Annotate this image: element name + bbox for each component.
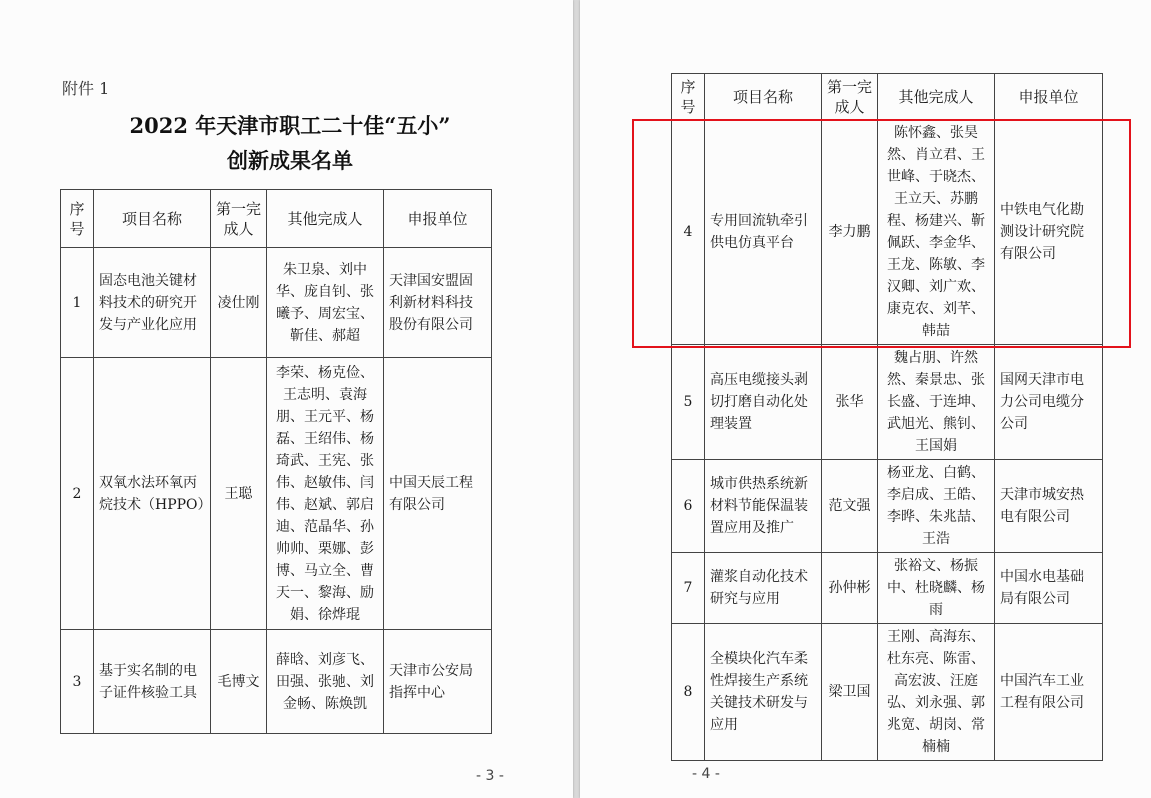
awards-table-left [60, 189, 492, 734]
header-project: 项目名称 [94, 190, 211, 248]
row-leader: 张华 [822, 345, 878, 460]
table-row [61, 630, 492, 734]
row-others: 魏占朋、许然然、秦景忠、张长盛、于连坤、武旭光、熊钊、王国娟 [878, 345, 995, 460]
table-row [61, 358, 492, 630]
row-leader: 李力鹏 [822, 120, 878, 345]
row-project: 高压电缆接头剥切打磨自动化处理装置 [705, 345, 822, 460]
row-leader: 凌仕刚 [211, 248, 267, 358]
row-leader: 毛博文 [211, 630, 267, 734]
row-project: 基于实名制的电子证件核验工具 [94, 630, 211, 734]
row-others: 李荣、杨克俭、王志明、袁海朋、王元平、杨磊、王绍伟、杨琦武、王宪、张伟、赵敏伟、闫伟、赵斌、郭启迪、范晶华、孙帅帅、栗娜、彭博、马立全、曹天一、黎海、励娟、徐烨琨 [267, 358, 384, 630]
row-others: 陈怀鑫、张昊然、肖立君、王世峰、于晓杰、王立天、苏鹏程、杨建兴、靳佩跃、李金华、王龙、陈敏、李汉卿、刘广欢、康克农、刘芊、韩喆 [878, 120, 995, 345]
row-project: 城市供热系统新材料节能保温装置应用及推广 [705, 460, 822, 553]
row-others: 王刚、高海东、杜东亮、陈雷、高宏波、汪庭弘、刘永强、郭兆宽、胡岗、常楠楠 [878, 624, 995, 761]
row-unit: 天津市城安热电有限公司 [995, 460, 1103, 553]
row-unit: 天津市公安局指挥中心 [384, 630, 492, 734]
row-unit: 中铁电气化勘测设计研究院有限公司 [995, 120, 1103, 345]
header-leader: 第一完成人 [211, 190, 267, 248]
page-number-right: - 4 - [692, 766, 720, 782]
annex-label: 附件 1 [62, 79, 110, 98]
row-no: 1 [61, 248, 94, 358]
table-row [672, 553, 1103, 624]
header-unit: 申报单位 [384, 190, 492, 248]
table-row [672, 624, 1103, 761]
row-no: 2 [61, 358, 94, 630]
document-title-line2: 创新成果名单 [227, 148, 353, 173]
row-others: 薛晗、刘彦飞、田强、张驰、刘金畅、陈焕凯 [267, 630, 384, 734]
row-unit: 天津国安盟固利新材料科技股份有限公司 [384, 248, 492, 358]
header-others: 其他完成人 [878, 74, 995, 120]
row-project: 灌浆自动化技术研究与应用 [705, 553, 822, 624]
document-title-line1: 2022 年天津市职工二十佳“五小” [129, 113, 451, 138]
row-no: 7 [672, 553, 705, 624]
row-project: 固态电池关键材料技术的研究开发与产业化应用 [94, 248, 211, 358]
row-unit: 中国天辰工程有限公司 [384, 358, 492, 630]
awards-table-right [671, 73, 1103, 761]
row-others: 朱卫泉、刘中华、庞自钊、张曦予、周宏宝、靳佳、郝超 [267, 248, 384, 358]
row-project: 双氧水法环氧丙烷技术（HPPO） [94, 358, 211, 630]
row-no: 6 [672, 460, 705, 553]
table-row [61, 248, 492, 358]
document-page-right [580, 0, 1151, 798]
header-no: 序号 [672, 74, 705, 120]
table-header-row [672, 74, 1103, 120]
row-no: 8 [672, 624, 705, 761]
row-unit: 国网天津市电力公司电缆分公司 [995, 345, 1103, 460]
row-others: 杨亚龙、白鹤、李启成、王皓、李晔、朱兆喆、王浩 [878, 460, 995, 553]
row-no: 4 [672, 120, 705, 345]
row-project: 专用回流轨牵引供电仿真平台 [705, 120, 822, 345]
row-project: 全模块化汽车柔性焊接生产系统关键技术研发与应用 [705, 624, 822, 761]
header-project: 项目名称 [705, 74, 822, 120]
table-row [672, 460, 1103, 553]
header-unit: 申报单位 [995, 74, 1103, 120]
table-row [672, 345, 1103, 460]
table-row [672, 120, 1103, 345]
row-others: 张裕文、杨振中、杜晓麟、杨雨 [878, 553, 995, 624]
page-number-left: - 3 - [476, 768, 504, 784]
header-others: 其他完成人 [267, 190, 384, 248]
row-no: 5 [672, 345, 705, 460]
row-leader: 梁卫国 [822, 624, 878, 761]
row-unit: 中国汽车工业工程有限公司 [995, 624, 1103, 761]
document-page-left [0, 0, 573, 798]
header-leader: 第一完成人 [822, 74, 878, 120]
row-leader: 王聪 [211, 358, 267, 630]
table-header-row [61, 190, 492, 248]
row-no: 3 [61, 630, 94, 734]
header-no: 序号 [61, 190, 94, 248]
row-unit: 中国水电基础局有限公司 [995, 553, 1103, 624]
row-leader: 范文强 [822, 460, 878, 553]
row-leader: 孙仲彬 [822, 553, 878, 624]
